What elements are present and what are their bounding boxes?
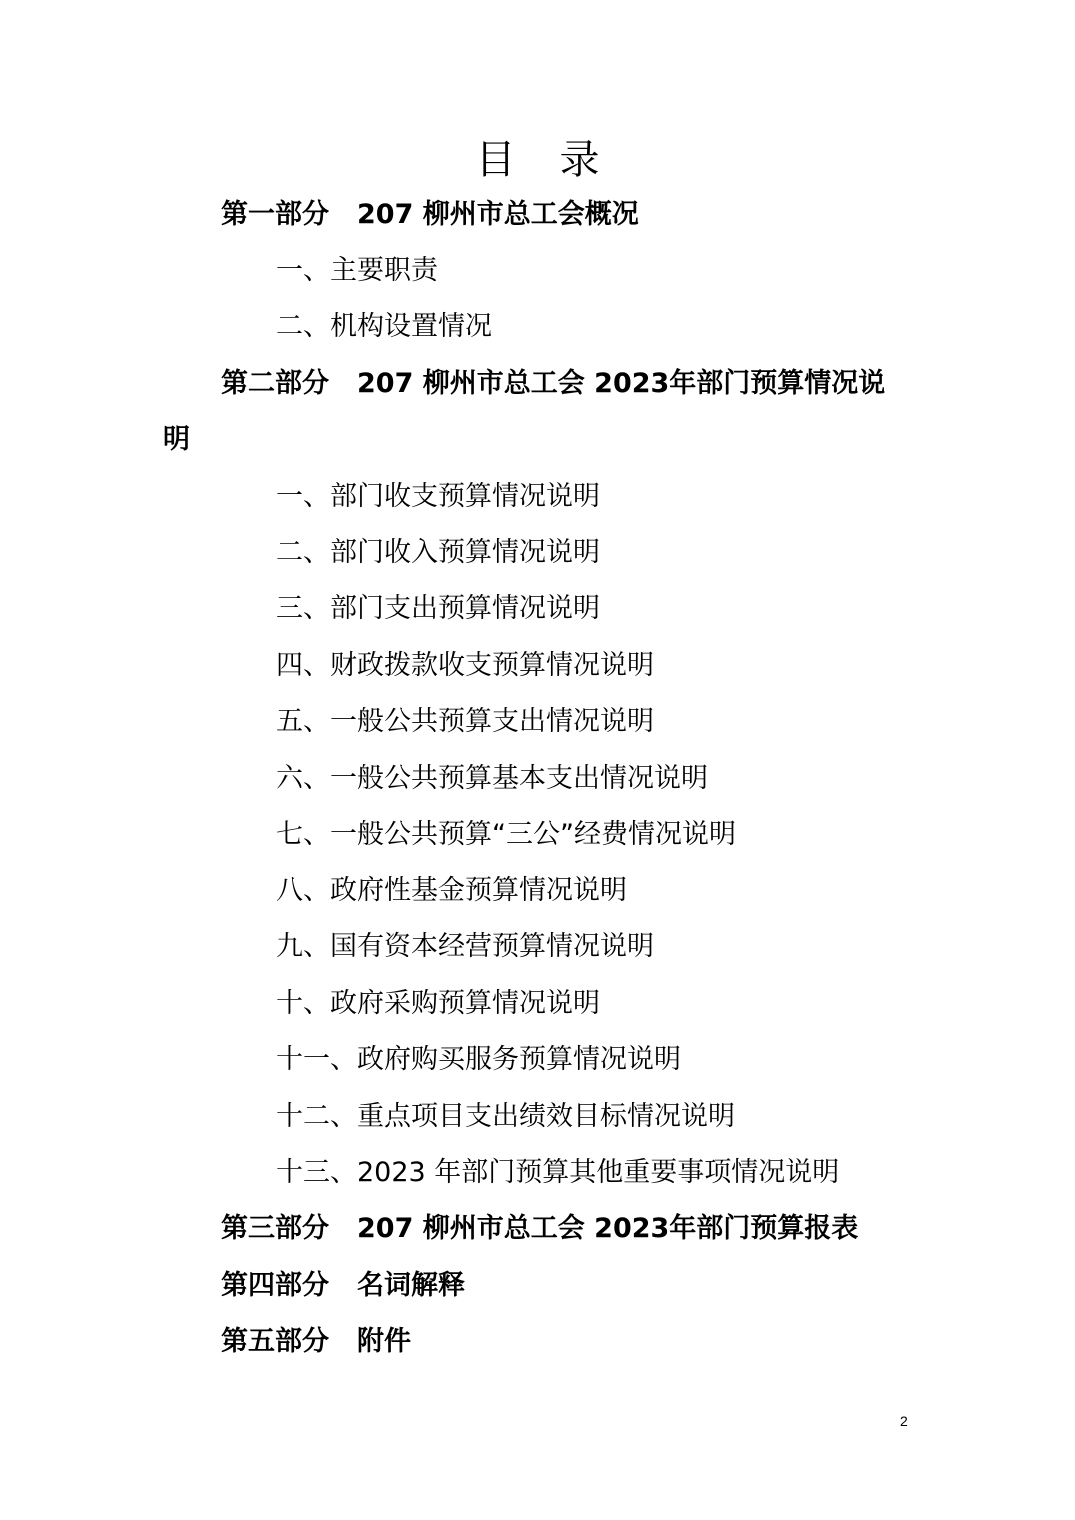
toc-item[interactable]: 十三、2023 年部门预算其他重要事项情况说明 — [276, 1157, 840, 1188]
toc-part-3[interactable] — [221, 1211, 858, 1247]
toc-part-3-label: 第三部分 — [221, 1213, 329, 1244]
toc-part-3-text: 207 柳州市总工会 2023年部门预算报表 — [357, 1213, 859, 1244]
page-number: 2 — [900, 1413, 908, 1429]
toc-item[interactable]: 十、政府采购预算情况说明 — [276, 988, 600, 1019]
toc-part-2-label: 第二部分 — [221, 368, 329, 399]
toc-part-5-text: 附件 — [357, 1326, 411, 1357]
toc-part-2-text: 207 柳州市总工会 2023年部门预算情况说 — [357, 368, 886, 399]
toc-item[interactable]: 一、主要职责 — [276, 255, 438, 286]
toc-part-4-label: 第四部分 — [221, 1270, 329, 1301]
toc-part-4-text: 名词解释 — [357, 1270, 465, 1301]
toc-part-1-text: 207 柳州市总工会概况 — [357, 199, 639, 230]
toc-part-1-label: 第一部分 — [221, 199, 329, 230]
toc-item[interactable]: 七、一般公共预算“三公”经费情况说明 — [276, 819, 736, 850]
toc-item[interactable]: 十二、重点项目支出绩效目标情况说明 — [276, 1101, 735, 1132]
toc-part-2[interactable] — [221, 366, 885, 402]
toc-item[interactable]: 四、财政拨款收支预算情况说明 — [276, 650, 654, 681]
toc-item[interactable]: 三、部门支出预算情况说明 — [276, 593, 600, 624]
toc-item[interactable]: 一、部门收支预算情况说明 — [276, 481, 600, 512]
toc-part-2-continuation: 明 — [163, 424, 190, 455]
toc-item[interactable]: 九、国有资本经营预算情况说明 — [276, 931, 654, 962]
page-title: 目录 — [475, 137, 644, 183]
toc-part-4[interactable] — [221, 1268, 465, 1304]
toc-item[interactable]: 二、机构设置情况 — [276, 311, 492, 342]
toc-item[interactable]: 五、一般公共预算支出情况说明 — [276, 706, 654, 737]
toc-item[interactable]: 二、部门收入预算情况说明 — [276, 537, 600, 568]
toc-item[interactable]: 六、一般公共预算基本支出情况说明 — [276, 763, 708, 794]
toc-item[interactable]: 八、政府性基金预算情况说明 — [276, 875, 627, 906]
toc-part-1[interactable] — [221, 197, 639, 233]
toc-item[interactable]: 十一、政府购买服务预算情况说明 — [276, 1044, 681, 1075]
toc-part-5-label: 第五部分 — [221, 1326, 329, 1357]
toc-part-5[interactable] — [221, 1324, 411, 1360]
